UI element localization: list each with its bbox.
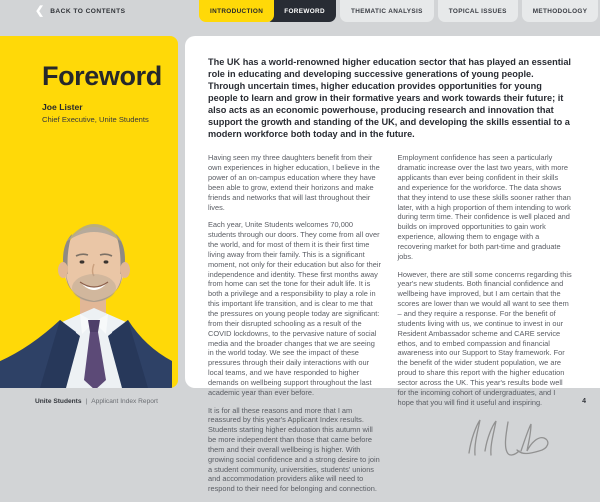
footer-report-title: Applicant Index Report: [91, 398, 158, 405]
page-title: Foreword: [42, 61, 162, 91]
footer: [35, 398, 158, 405]
foreword-side-panel: [0, 36, 178, 388]
paragraph: Each year, Unite Students welcomes 70,000 students through our doors. They come from all over the world, and for most of them it is their first time living away from their family. This is a significant moment, not only for their education but also for their independence and identity. These first months away from home can set the tone for their adult life. It is both a privilege and a responsibility to play a role in this important life transition, and is clear to me that the pressures on young people today are significant: from their disrupted schooling as a result of the COVID lockdowns, to the pervasive nature of social media and the broader changes that we are seeing in the world today. We see the impact of these pressures through their daily interactions with our local teams, and we have responded to higher demands on wellbeing support throughout the last academic year than ever before.: [208, 220, 381, 397]
paragraph: Employment confidence has seen a particularly dramatic increase over the last two years, with more applicants than ever being confident in their skills and experience for the workforce. The data shows that they intend to use these skills sooner rather than later, with a high proportion of them intending to work during term time. Their confidence is well placed and builds on improved opportunities to gain work experience, allowing them to engage with a recovering market for both part-time and graduate jobs.: [397, 153, 571, 261]
signature: [456, 415, 573, 464]
tab-thematic-analysis[interactable]: THEMATIC ANALYSIS: [340, 0, 434, 22]
article-column-left: [208, 153, 383, 502]
tab-methodology[interactable]: METHODOLOGY: [522, 0, 599, 22]
tab-introduction[interactable]: INTRODUCTION: [199, 0, 274, 22]
article-column-right: [398, 153, 573, 502]
back-chevron-icon: ❮: [35, 5, 45, 17]
handwritten-signature-icon: [456, 415, 556, 461]
foreword-article: [185, 36, 600, 494]
joe-lister-portrait-photo: [0, 212, 172, 388]
back-to-contents-label: BACK TO CONTENTS: [50, 7, 126, 15]
nav-tabs: [199, 0, 598, 22]
paragraph: It is for all these reasons and more that I am reassured by this year's Applicant Index results. Students starting higher education this autumn will be more independent than those that came before them and their overall wellbeing is higher. With growing social confidence and a strong desire to join a student community, universities, students' unions and accommodation providers alike will need to respond to their need for belonging and connection.: [208, 405, 380, 494]
paragraph: Having seen my three daughters benefit from their own experiences in higher education, I believe in the power of an on-campus education where they have been able to grow, extend their horizons and make friends and networks that will last throughout their lives.: [208, 153, 380, 212]
tab-topical-issues[interactable]: TOPICAL ISSUES: [438, 0, 518, 22]
page-number: 4: [582, 398, 586, 405]
footer-brand: Unite Students: [35, 398, 82, 405]
paragraph: However, there are still some concerns regarding this year's new students. Both financial confidence and wellbeing have improved, but I am certain that the scores are lower than we would all want to see them – and they require a response. For the benefit of students living with us, we continue to invest in our Resident Ambassador scheme and CARE service ethos, and to embed compassion and financial awareness into our Support to Stay framework. For the benefit of the wider student population, we are proud to share this report with the higher education sector across the UK. This year's results bode well for the incoming cohort of undergraduates, and I hope that you will find it useful and inspiring.: [397, 269, 572, 407]
tab-foreword[interactable]: FOREWORD: [265, 0, 336, 22]
back-to-contents-link[interactable]: [35, 5, 125, 17]
intro-paragraph: The UK has a world-renowned higher education sector that has played an essential role in educating and developing successive generations of young people. Through uncertain times, higher education provides opportunities for young people to learn and grow in their formative years and work towards their future; it also acts as an economic powerhouse, producing research and innovation that support the growth and standing of the UK, and developing the skills essential to a modern workforce both today and in the future.: [208, 57, 571, 140]
footer-separator: |: [85, 398, 88, 405]
article-columns: [208, 153, 572, 502]
author-role: Chief Executive, Unite Students: [42, 115, 149, 124]
author-name: Joe Lister: [42, 102, 83, 112]
